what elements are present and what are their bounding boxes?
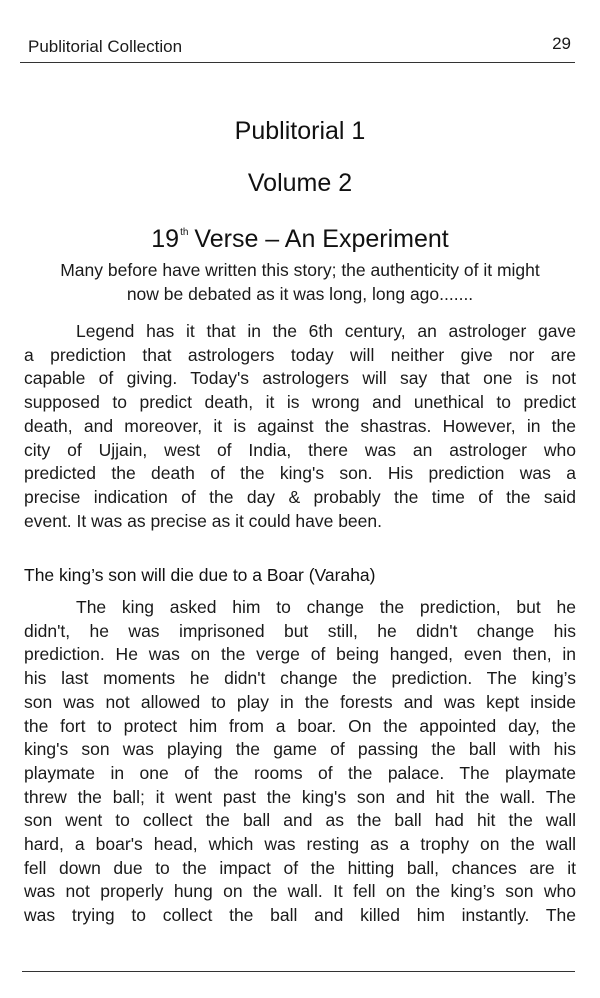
paragraph-1 [24,320,576,533]
text-line: was not properly hung on the wall. It fell on the king’s son who [24,881,576,902]
text-line: threw the ball; it went past the king's son and hit the wall. The [24,786,576,807]
page-header [20,34,575,63]
paragraph-2 [24,596,576,928]
text-line: predicted the death of the king's son. His prediction was a [24,463,576,484]
text-line: Legend has it that in the 6th century, an astrologer gave [76,321,576,341]
text-line: hard, a boar's head, which was resting as a trophy on the wall [24,834,576,855]
text-line: didn't, he was imprisoned but still, he didn't change his [24,620,576,641]
text-line: son was not allowed to play in the forests and was kept inside [24,691,576,712]
text-line: king's son was playing the game of passing the ball with his [24,739,576,760]
text-line: event. It was as precise as it could have been. [24,510,382,531]
section-subheading: The king’s son will die due to a Boar (Varaha) [24,565,376,585]
publitorial-heading: Publitorial 1 [234,117,366,145]
verse-ordinal-suffix: th [180,227,189,238]
volume-heading: Volume 2 [247,169,353,197]
text-line: death, and moreover, it is against the shastras. However, in the [24,415,576,436]
text-line: precise indication of the day & probably the time of the said [24,486,576,507]
lead-line: Many before have written this story; the authenticity of it might [60,260,540,280]
running-head-title: Publitorial Collection [28,37,183,56]
text-line: city of Ujjain, west of India, there was an astrologer who [24,439,576,460]
chapter-headings [0,118,600,253]
text-line: his last moments he didn't change the prediction. The king’s [24,668,576,689]
text-line: fell down due to the impact of the hitting ball, chances are it [24,857,576,878]
text-line: son went to collect the ball and as the ball had hit the wall [24,810,576,831]
page-number: 29 [552,34,571,53]
text-line: prediction. He was on the verge of being hanged, even then, in [24,644,576,665]
lead-line: now be debated as it was long, long ago....... [126,284,474,304]
text-line: playmate in one of the rooms of the palace. The playmate [24,762,576,783]
verse-number: 19 [151,225,180,253]
text-line: supposed to predict death, it is wrong and unethical to predict [24,392,576,413]
footer-rule [22,971,575,972]
verse-heading [0,219,600,253]
text-line: the fort to protect him from a boar. On the appointed day, the [24,715,576,736]
text-line: The king asked him to change the prediction, but he [76,597,576,617]
text-line: was trying to collect the ball and killed him instantly. The [24,905,576,926]
lead-text [25,258,575,306]
text-line: a prediction that astrologers today will neither give nor are [24,344,576,365]
verse-title: Verse – An Experiment [194,225,449,253]
text-line: capable of giving. Today's astrologers will say that one is not [24,368,576,389]
